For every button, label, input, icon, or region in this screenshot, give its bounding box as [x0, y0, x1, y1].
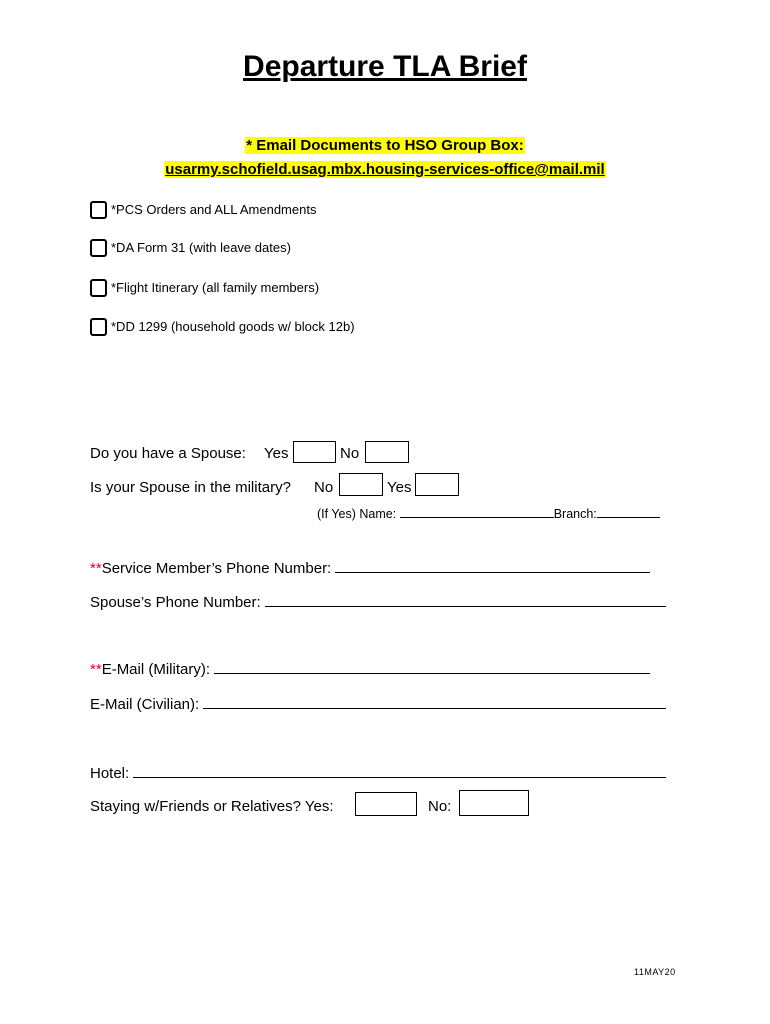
checklist-item: [90, 312, 355, 336]
staying-question: [90, 797, 333, 817]
spouse-military-question: Is your Spouse in the military?: [90, 479, 291, 496]
required-marker: **: [90, 661, 102, 678]
civilian-email-field[interactable]: [203, 694, 666, 709]
spouse-phone-field[interactable]: [265, 592, 666, 607]
service-member-phone-label: Service Member’s Phone Number:: [101, 560, 332, 577]
page-title: Departure TLA Brief: [243, 50, 527, 83]
spouse-phone-label: Spouse’s Phone Number:: [90, 594, 261, 611]
spouse-phone-row: [90, 592, 666, 613]
staying-yes-label: Yes:: [304, 798, 334, 815]
checklist-item: [90, 195, 316, 219]
required-marker: **: [90, 560, 102, 577]
spouse-no-label: No: [340, 445, 360, 462]
spouse-question-label: Do you have a Spouse:: [90, 445, 246, 462]
checklist-label: *PCS Orders and ALL Amendments: [111, 202, 317, 217]
spouse-military-yes-box[interactable]: [415, 473, 459, 496]
spouse-question: [90, 444, 246, 464]
hotel-field[interactable]: [133, 763, 666, 778]
email-address-line: [0, 160, 770, 179]
branch-label: Branch:: [553, 507, 597, 521]
military-email-label: E-Mail (Military):: [101, 661, 211, 678]
staying-no-box[interactable]: [459, 790, 529, 816]
military-email-field[interactable]: [214, 659, 650, 674]
military-email-row: [90, 659, 650, 680]
hso-email-address: usarmy.schofield.usag.mbx.housing-services-office@mail.mil: [165, 161, 605, 178]
civilian-email-row: [90, 694, 666, 715]
email-notice-heading: * Email Documents to HSO Group Box:: [246, 137, 524, 154]
service-member-phone-field[interactable]: [335, 558, 650, 573]
flight-itinerary-checkbox[interactable]: [90, 279, 107, 297]
staying-yes-box[interactable]: [355, 792, 417, 816]
spouse-no-box[interactable]: [365, 441, 409, 463]
spouse-yes-label: Yes: [264, 445, 289, 462]
spouse-military-no-box[interactable]: [339, 473, 383, 496]
spouse-military-yes-label: Yes: [387, 479, 412, 496]
pcs-orders-checkbox[interactable]: [90, 201, 107, 219]
spouse-details-row: [317, 503, 660, 522]
checklist-item: [90, 233, 291, 257]
civilian-email-label: E-Mail (Civilian):: [90, 696, 200, 713]
staying-question-label: Staying w/Friends or Relatives?: [90, 798, 301, 815]
da-form-31-checkbox[interactable]: [90, 239, 107, 257]
dd-1299-checkbox[interactable]: [90, 318, 107, 336]
checklist-label: *DD 1299 (household goods w/ block 12b): [111, 319, 355, 334]
spouse-yes-box[interactable]: [293, 441, 336, 463]
email-notice: [0, 136, 770, 155]
spouse-name-field[interactable]: [400, 503, 554, 518]
revision-date: 11MAY20: [634, 967, 676, 977]
staying-no-label: No:: [428, 798, 452, 815]
checklist-item: [90, 273, 319, 297]
service-member-phone-row: [90, 558, 650, 579]
checklist-label: *DA Form 31 (with leave dates): [111, 240, 291, 255]
hotel-label: Hotel:: [90, 765, 130, 782]
hotel-row: [90, 763, 666, 784]
checklist-label: *Flight Itinerary (all family members): [111, 280, 320, 295]
branch-field[interactable]: [597, 503, 660, 518]
spouse-name-label: (If Yes) Name:: [317, 507, 397, 521]
spouse-military-no-label: No: [314, 479, 334, 496]
